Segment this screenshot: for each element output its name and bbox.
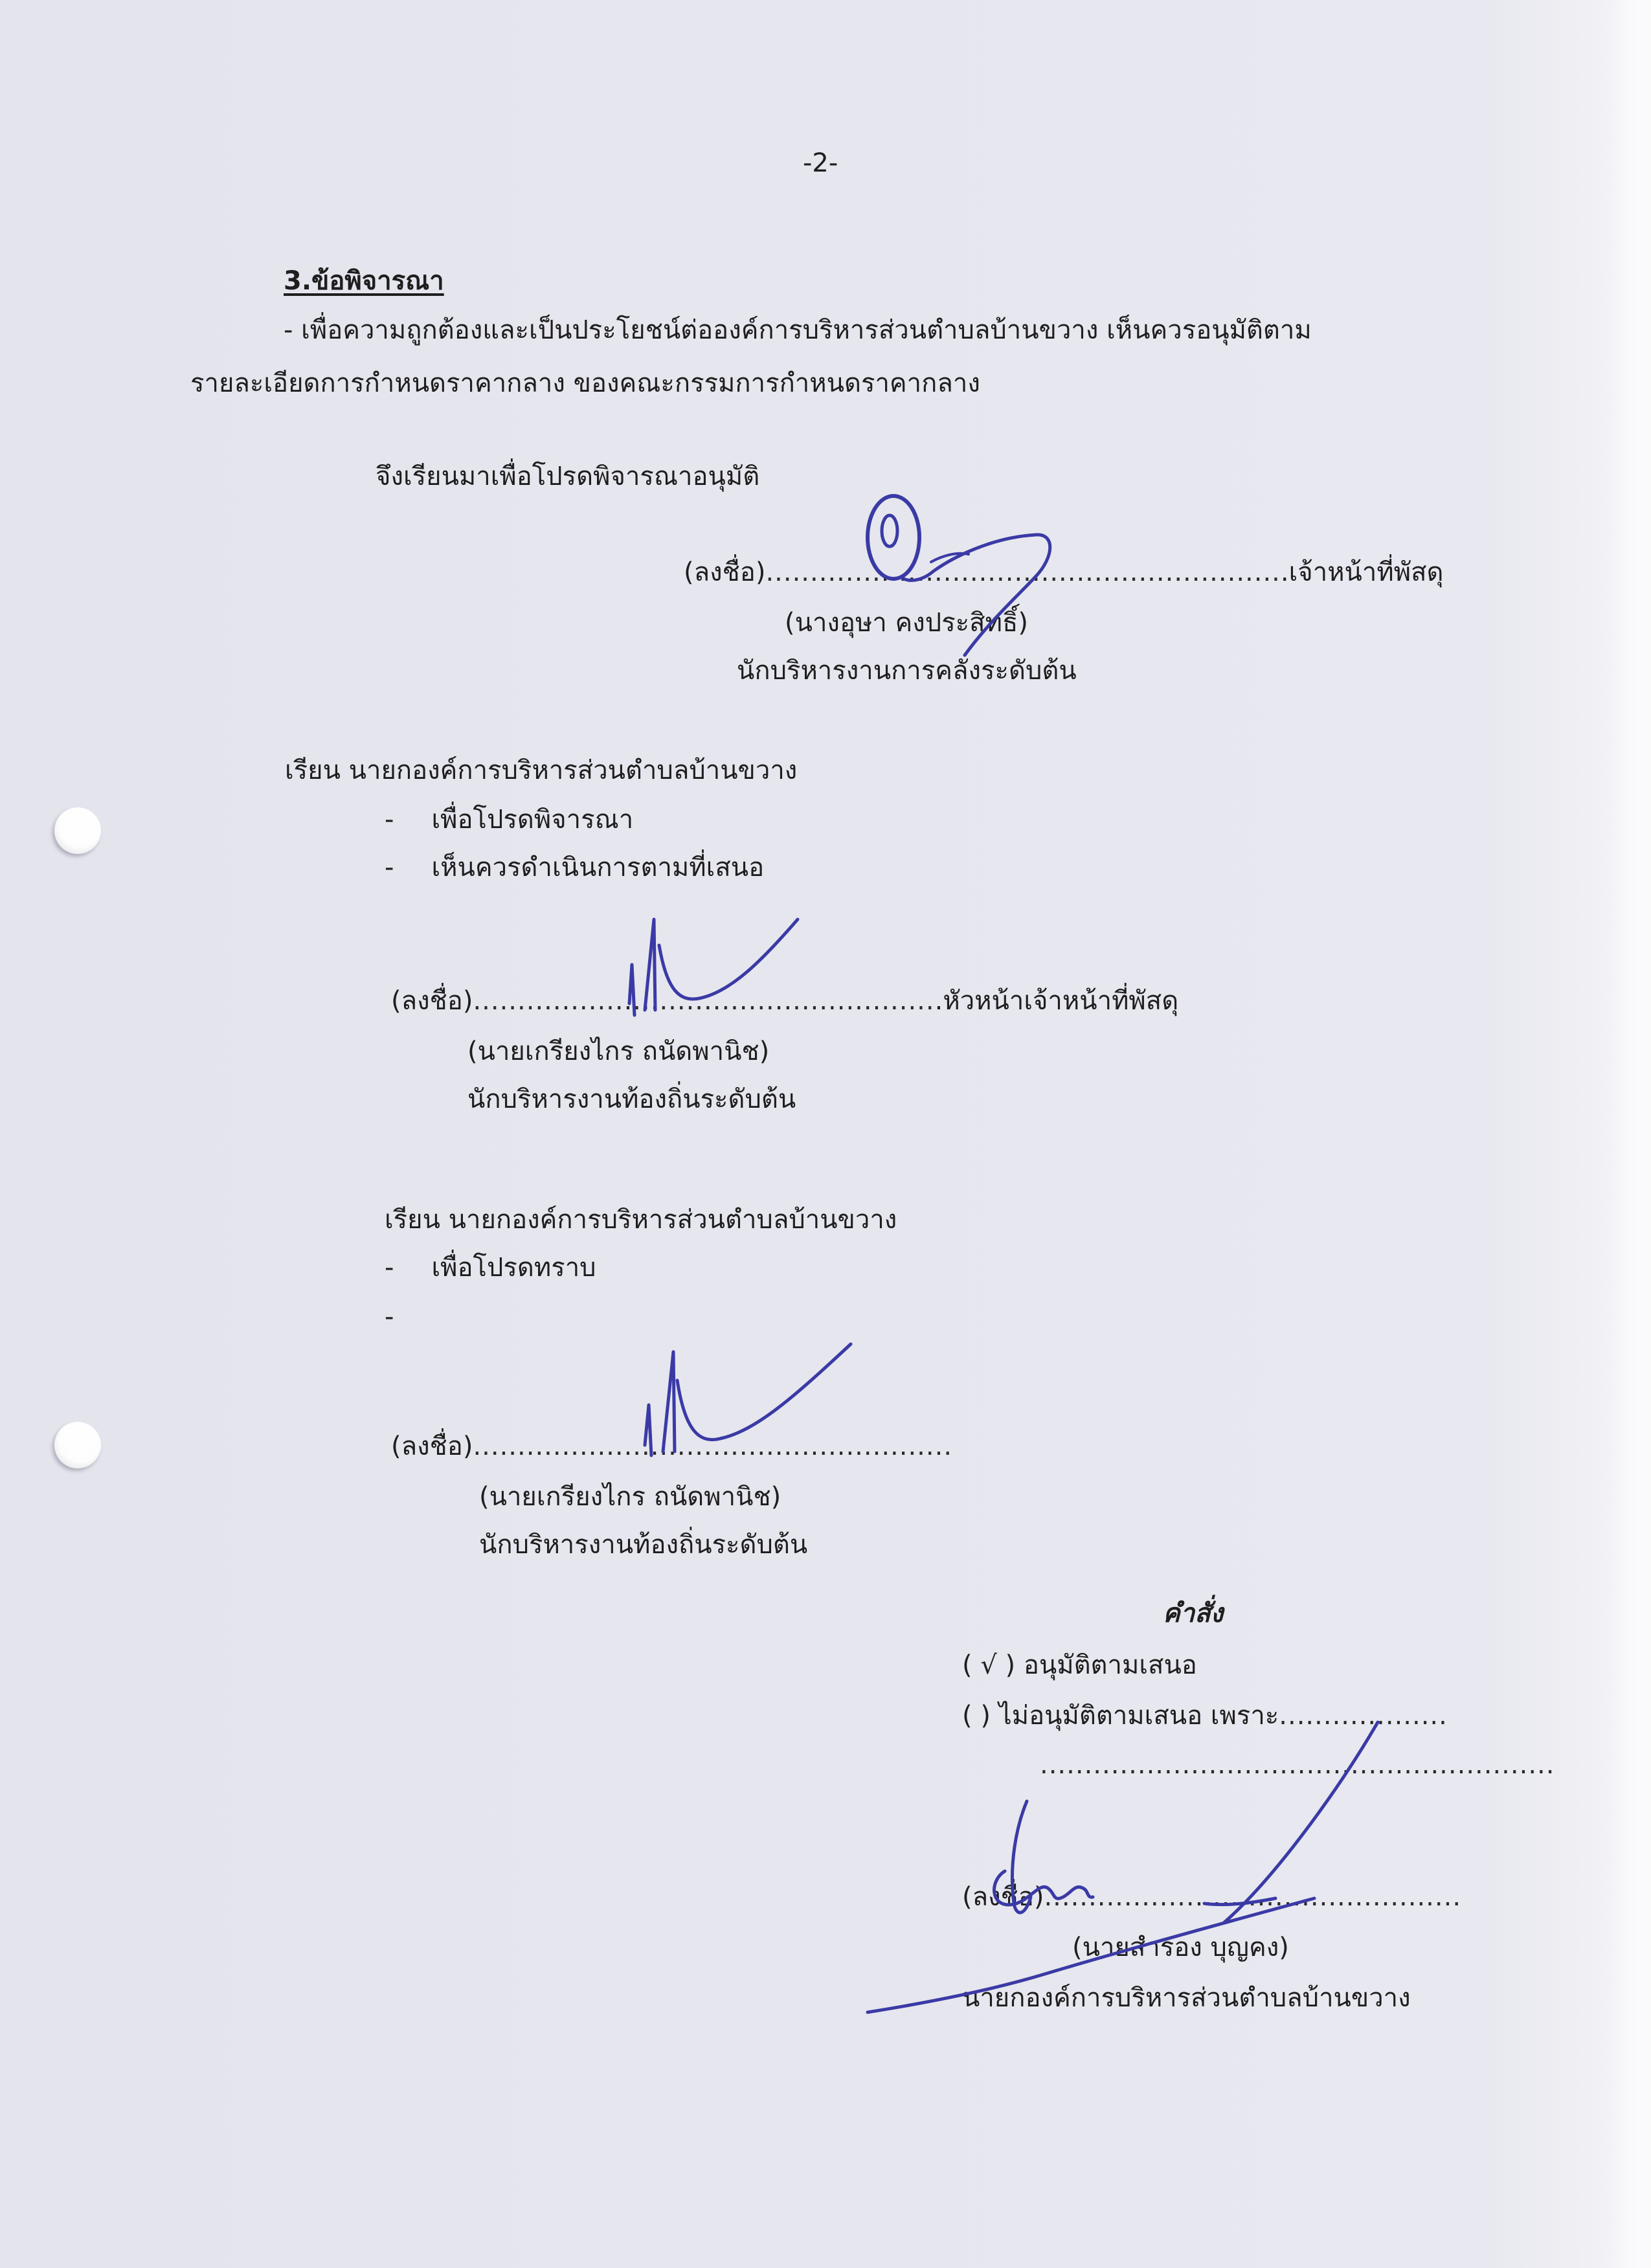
note1-item-1 [385, 803, 633, 836]
paper-edge [1606, 0, 1651, 2268]
note2-empty-dash: - [385, 1302, 394, 1332]
signature-order [861, 1709, 1379, 2020]
order-sign-dots: ............................................... [1044, 1882, 1462, 1912]
section-paragraph-line-1: - เพื่อความถูกต้องและเป็นประโยชน์ต่อองค์การบริหารส่วนตำบลบ้านขวาง เห็นควรอนุมัติตาม [284, 315, 1312, 345]
note2-item-1-text: เพื่อโปรดทราบ [431, 1253, 596, 1283]
signature-1 [842, 479, 1075, 660]
order-reject: ( ) ไม่อนุมัติตามเสนอ เพราะ [962, 1701, 1279, 1731]
sign1-position: .เจ้าหน้าที่พัสดุ [1280, 557, 1444, 587]
note1-item-2 [385, 851, 764, 884]
sign3-dots: ...................................................... [473, 1432, 953, 1461]
order-approve: ( √ ) อนุมัติตามเสนอ [962, 1650, 1197, 1680]
page-number: -2- [803, 148, 838, 178]
order-name: (นายสำรอง บุญคง) [1072, 1933, 1289, 1962]
sign3-prefix: (ลงชื่อ) [391, 1432, 473, 1461]
punch-hole-bottom [54, 1422, 101, 1468]
signature-3 [637, 1334, 851, 1463]
request-line: จึงเรียนมาเพื่อโปรดพิจารณาอนุมัติ [376, 462, 760, 491]
signature-2 [622, 906, 816, 1023]
dash-bullet: - [385, 805, 394, 835]
sign1-prefix: (ลงชื่อ) [684, 557, 766, 587]
sign1-name: (นางอุษา คงประสิทธิ์) [785, 608, 1028, 638]
sign2-position: .หัวหน้าเจ้าหน้าที่พัสดุ [934, 986, 1179, 1016]
dash-bullet: - [385, 1253, 394, 1283]
sign2-prefix: (ลงชื่อ) [391, 986, 473, 1016]
sign2-name: (นายเกรียงไกร ถนัดพานิช) [467, 1037, 770, 1066]
note1-item-1-text: เพื่อโปรดพิจารณา [431, 805, 634, 835]
dash-bullet: - [385, 853, 394, 882]
section-heading: 3.ข้อพิจารณา [284, 266, 444, 296]
note1-to: เรียน นายกองค์การบริหารส่วนตำบลบ้านขวาง [285, 756, 798, 785]
order-sign-prefix: (ลงชื่อ) [962, 1882, 1044, 1912]
note2-to: เรียน นายกองค์การบริหารส่วนตำบลบ้านขวาง [385, 1205, 897, 1235]
section-paragraph-line-2: รายละเอียดการกำหนดราคากลาง ของคณะกรรมการกำหนดราคากลาง [190, 368, 980, 398]
order-title: นายกองค์การบริหารส่วนตำบลบ้านขวาง [962, 1983, 1411, 2013]
sign3-title: นักบริหารงานท้องถิ่นระดับต้น [479, 1530, 808, 1560]
punch-hole-top [54, 807, 101, 854]
order-heading: คำสั่ง [1163, 1599, 1224, 1628]
order-dots-line: .......................................................... [1040, 1750, 1555, 1780]
order-reject-dots: ................... [1279, 1701, 1448, 1731]
note2-item-1 [385, 1251, 596, 1285]
sign1-dots: .......................................................... [765, 557, 1281, 587]
sign1-title: นักบริหารงานการคลังระดับต้น [737, 656, 1077, 686]
note1-item-2-text: เห็นควรดำเนินการตามที่เสนอ [431, 853, 765, 882]
sign2-title: นักบริหารงานท้องถิ่นระดับต้น [467, 1084, 796, 1114]
sign3-name: (นายเกรียงไกร ถนัดพานิช) [479, 1482, 781, 1512]
sign2-dots: .................................................... [473, 986, 935, 1016]
